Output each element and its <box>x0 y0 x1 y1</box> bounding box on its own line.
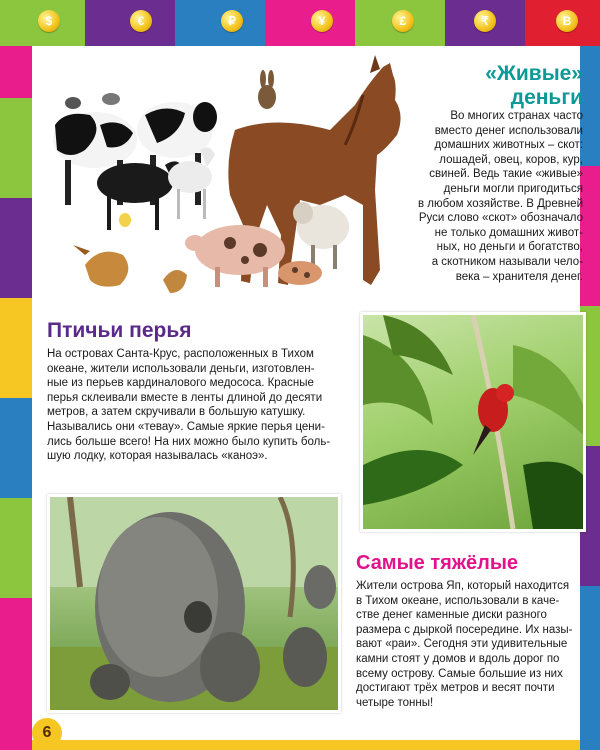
red-bird-photo <box>360 312 586 532</box>
text-line: размера с дыркой посередине. Их назы- <box>356 623 573 636</box>
frame-tile <box>0 298 32 398</box>
ruble-coin-icon: ₽ <box>221 10 243 32</box>
text-line: в любом хозяйстве. В Древней <box>417 197 583 210</box>
text-line: метров, а затем скручивали в большую катушку. <box>47 406 306 419</box>
text-line: Жители острова Яп, который находится <box>356 580 570 592</box>
section-title-heaviest: Самые тяжёлые <box>356 552 519 574</box>
section-text-bird-feathers <box>47 347 337 464</box>
text-line: Назывались они «тевау». Самые яркие перья цени- <box>47 420 325 433</box>
stone-photo-illustration <box>50 497 338 710</box>
dollar-coin-icon: $ <box>38 10 60 32</box>
text-line: домашних животных – скот: <box>434 139 583 152</box>
text-line: перья склеивали вместе в ленты длиной до десяти <box>47 391 323 404</box>
text-line: достигают трёх метров и весят почти <box>356 682 555 695</box>
text-line: шую лодку, которая называлась «каноэ». <box>47 450 268 463</box>
section-title-live-money <box>405 62 583 110</box>
frame-tile <box>0 98 32 198</box>
text-line: Во многих странах часто <box>450 110 583 122</box>
page-number: 6 <box>32 718 62 748</box>
frame-tile <box>265 0 355 46</box>
frame-tile <box>175 0 265 46</box>
text-line: не только домашних живот- <box>434 226 583 239</box>
text-line: вают «раи». Сегодня эти удивительные <box>356 638 568 651</box>
farm-animals-illustration <box>45 55 415 310</box>
text-line: стве денег каменные диски разного <box>356 609 547 622</box>
text-line: вместо денег использовали <box>434 124 583 137</box>
yen-coin-icon: ¥ <box>311 10 333 32</box>
text-line: лись больше всего! На них можно было купить боль- <box>47 435 331 448</box>
text-line: четыре тонны! <box>356 696 434 709</box>
section-text-heaviest <box>356 579 584 710</box>
text-line: свиней. Ведь такие «живые» <box>429 168 583 181</box>
text-line: в Тихом океане, использовали в каче- <box>356 594 560 607</box>
text-line: На островах Санта-Крус, расположенных в Тихом <box>47 348 314 360</box>
text-line: а скотником называли чело- <box>431 255 583 268</box>
chicken-image <box>73 245 187 293</box>
text-line: ные из перьев кардиналового медососа. Красные <box>47 377 314 390</box>
frame-tile <box>32 740 580 750</box>
text-line: Руси слово «скот» обозначало <box>418 212 583 225</box>
pound-coin-icon: £ <box>392 10 414 32</box>
frame-tile <box>0 46 32 98</box>
frame-tile <box>580 166 600 306</box>
section-title-bird-feathers: Птичьи перья <box>47 319 192 342</box>
text-line: лошадей, овец, коров, кур, <box>439 153 583 166</box>
euro-coin-icon: € <box>130 10 152 32</box>
bird-photo-illustration <box>363 315 583 529</box>
chick-image <box>119 213 131 227</box>
frame-tile <box>0 198 32 298</box>
title-line-1: «Живые» <box>485 62 583 85</box>
rupee-coin-icon: ₹ <box>474 10 496 32</box>
rabbit-image <box>258 70 276 109</box>
text-line: деньги могли пригодиться <box>443 182 583 195</box>
stone-money-photo <box>47 494 341 713</box>
text-line: всему острову. Самые большие из них <box>356 667 563 680</box>
text-line: века – хранителя денег. <box>455 270 583 283</box>
text-line: ных, но деньги и богатство, <box>436 241 583 254</box>
frame-tile <box>0 398 32 498</box>
pigeon-image <box>65 93 120 109</box>
text-line: камни стоят у домов и вдоль дорог по <box>356 652 560 665</box>
text-line: океане, жители использовали деньги, изготовлен- <box>47 362 315 375</box>
bitcoin-coin-icon: B <box>556 10 578 32</box>
frame-tile <box>580 46 600 166</box>
title-line-2: деньги <box>510 86 583 109</box>
sheep-image <box>293 202 349 269</box>
section-text-live-money <box>405 109 583 284</box>
frame-tile <box>0 598 32 750</box>
frame-tile <box>0 498 32 598</box>
